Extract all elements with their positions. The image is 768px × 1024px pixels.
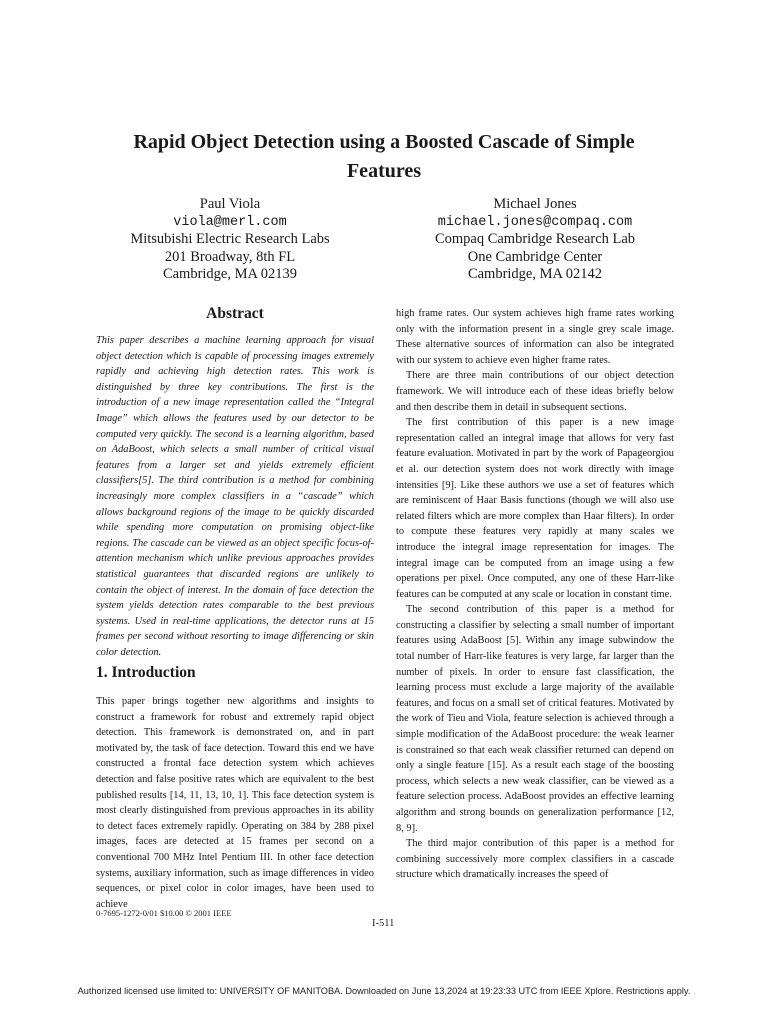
right-paragraph-2: There are three main contributions of our object detection framework. We will introduce each of these ideas briefly below and then describe them in detail in subsequent sections.	[396, 370, 674, 413]
introduction-heading: 1. Introduction	[96, 664, 196, 681]
title-line-1: Rapid Object Detection using a Boosted Cascade of Simple	[133, 131, 635, 153]
paper-title	[96, 128, 672, 186]
author-name: Paul Viola	[199, 196, 261, 212]
introduction-text	[96, 694, 374, 912]
author-affiliation: Mitsubishi Electric Research Labs	[130, 231, 330, 247]
author-address-line-2: Cambridge, MA 02142	[467, 266, 603, 282]
author-block-1	[110, 196, 350, 284]
author-block-2	[410, 196, 660, 284]
right-column-text	[396, 306, 674, 883]
author-email: viola@merl.com	[173, 214, 287, 230]
title-line-2: Features	[346, 160, 422, 182]
abstract-text	[96, 333, 374, 660]
right-paragraph-5: The third major contribution of this paper is a method for combining successively more complex classifiers in a cascade structure which dramatically increases the speed of	[396, 838, 674, 881]
author-name: Michael Jones	[493, 196, 577, 212]
author-address-line-2: Cambridge, MA 02139	[162, 266, 298, 282]
author-affiliation: Compaq Cambridge Research Lab	[434, 231, 636, 247]
right-paragraph-1: high frame rates. Our system achieves high frame rates working only with the information present in a single grey scale image. These alternative sources of information can also be integrated with our system to achieve even higher frame rates.	[396, 308, 674, 366]
page-number: I-511	[372, 918, 395, 929]
right-paragraph-4: The second contribution of this paper is a method for constructing a classifier by selecting a small number of important features using AdaBoost [5]. Within any image subwindow the total number of Harr-like features is very large, far larger than the number of pixels. In order to ensure fast classification, the learning process must exclude a large majority of the available features, and focus on a small set of critical features. Motivated by the work of Tieu and Viola, feature selection is achieved through a simple modification of the AdaBoost procedure: the weak learner is constrained so that each weak classifier returned can depend on only a single feature [15]. As a result each stage of the boosting process, which selects a new weak classifier, can be viewed as a feature selection process. AdaBoost provides an effective learning algorithm and strong bounds on generalization performance [12, 8, 9].	[396, 604, 674, 834]
intro-paragraph: This paper brings together new algorithms and insights to construct a framework for robust and extremely rapid object detection. This framework is demonstrated on, and in part motivated by, the task of face detection. Toward this end we have constructed a frontal face detection system which achieves detection and false positive rates which are equivalent to the best published results [14, 11, 13, 10, 1]. This face detection system is most clearly distinguished from previous approaches in its ability to detect faces extremely rapidly. Operating on 384 by 288 pixel images, faces are detected at 15 frames per second on a conventional 700 MHz Intel Pentium III. In other face detection systems, auxiliary information, such as image differences in video sequences, or pixel color in color images, have been used to achieve	[96, 696, 374, 910]
copyright-notice: 0-7695-1272-0/01 $10.00 © 2001 IEEE	[96, 908, 232, 918]
license-notice: Authorized licensed use limited to: UNIVERSITY OF MANITOBA. Downloaded on June 13,2024 at 19:23:33 UTC from IEEE Xplore. Restrictions apply.	[77, 986, 691, 996]
right-paragraph-3: The first contribution of this paper is a new image representation called an integral image that allows for very fast feature evaluation. Motivated in part by the work of Papageorgiou et al. our detection system does not work directly with image intensities [9]. Like these authors we use a set of features which are reminiscent of Haar Basis functions (though we will also use related filters which are more complex than Haar filters). In order to compute these features very rapidly at many scales we introduce the integral image representation for images. The integral image can be computed from an image using a few operations per pixel. Once computed, any one of these Harr-like features can be computed at any scale or location in constant time.	[396, 417, 674, 600]
author-address-line-1: One Cambridge Center	[467, 248, 603, 265]
abstract-heading: Abstract	[206, 305, 264, 322]
author-email: michael.jones@compaq.com	[437, 214, 633, 230]
author-address-line-1: 201 Broadway, 8th FL	[164, 248, 296, 265]
abstract-paragraph: This paper describes a machine learning approach for visual object detection which is capable of processing images extremely rapidly and achieving high detection rates. This work is distinguished by three key contributions. The first is the introduction of a new image representation called the “Integral Image” which allows the features used by our detector to be computed very quickly. The second is a learning algorithm, based on AdaBoost, which selects a small number of critical visual features from a larger set and yields extremely efficient classifiers[5]. The third contribution is a method for combining increasingly more complex classifiers in a “cascade” which allows background regions of the image to be quickly discarded while spending more computation on promising object-like regions. The cascade can be viewed as an object specific focus-of-attention mechanism which unlike previous approaches provides statistical guarantees that discarded regions are unlikely to contain the object of interest. In the domain of face detection the system yields detection rates comparable to the best previous systems. Used in real-time applications, the detector runs at 15 frames per second without resorting to image differencing or skin color detection.	[96, 335, 374, 658]
